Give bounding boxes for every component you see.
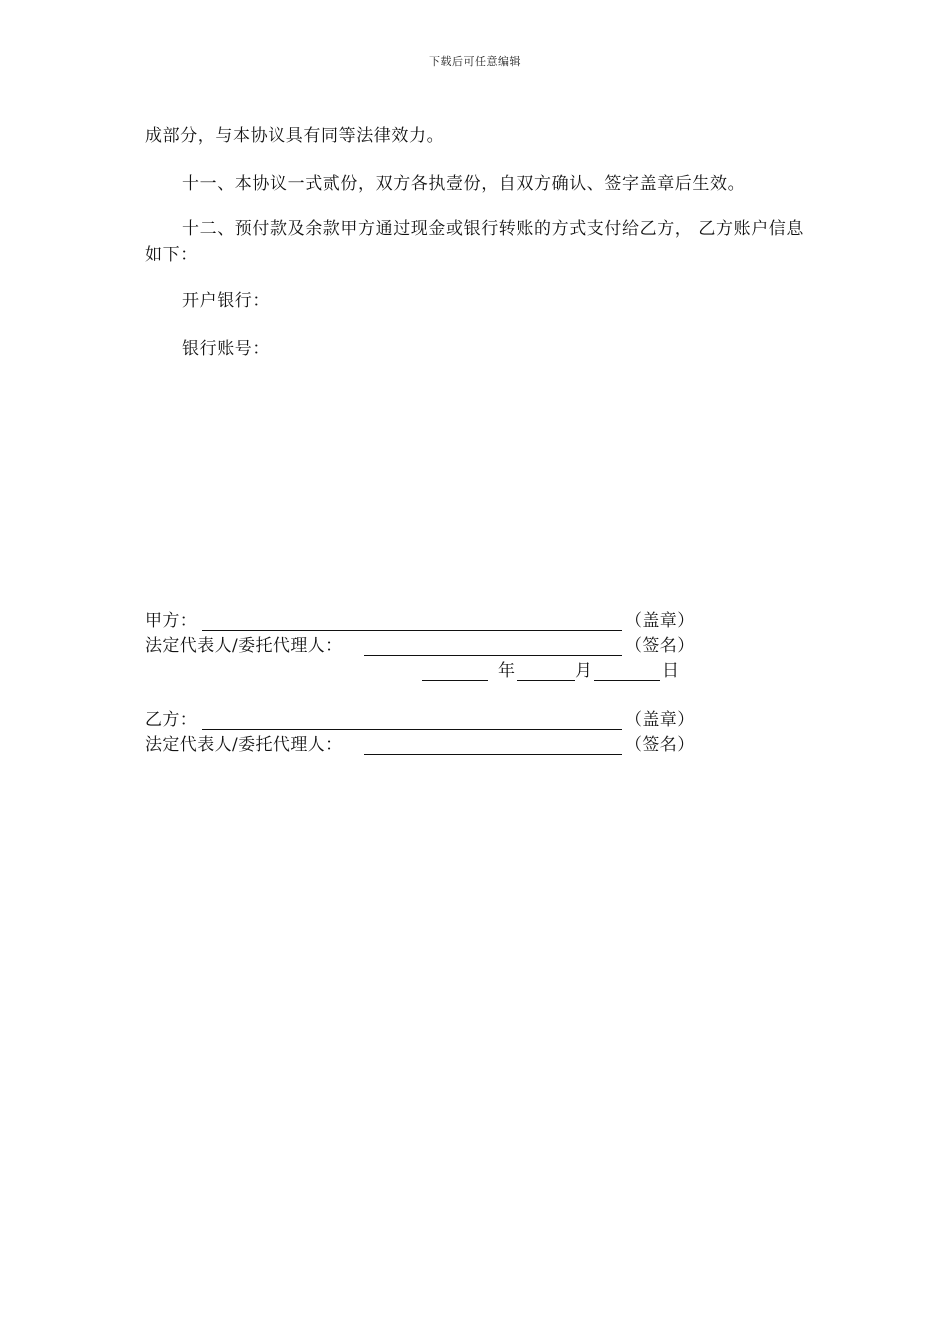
party-a-rep-label: 法定代表人/委托代理人： [145,636,343,656]
party-b-rep-row [145,733,705,757]
party-b-seal-note: （盖章） [625,710,695,730]
year-label: 年 [498,661,516,681]
party-b-rep-sign-note: （签名） [625,735,695,755]
day-line [594,680,660,681]
party-a-signature-line [202,630,622,631]
date-row [145,659,705,683]
bank-account-label: 银行账号： [182,339,270,359]
day-label: 日 [662,661,680,681]
month-label: 月 [575,661,593,681]
party-a-label: 甲方： [145,611,198,631]
party-a-seal-note: （盖章） [625,611,695,631]
party-a-rep-row [145,634,705,658]
paragraph-clause-11: 十一、本协议一式贰份，双方各执壹份，自双方确认、签字盖章后生效。 [182,174,746,194]
party-b-rep-label: 法定代表人/委托代理人： [145,735,343,755]
paragraph-clause-12: 十二、预付款及余款甲方通过现金或银行转账的方式支付给乙方， 乙方账户信息如下： [145,219,805,265]
year-line [422,680,488,681]
bank-name-label: 开户银行： [182,291,270,311]
party-a-rep-sign-note: （签名） [625,636,695,656]
party-a-rep-signature-line [364,655,622,656]
page-header: 下载后可任意编辑 [429,55,521,68]
paragraph-continuation: 成部分，与本协议具有同等法律效力。 [145,126,445,146]
party-b-signature-line [202,729,622,730]
party-b-label: 乙方： [145,710,198,730]
party-a-row [145,609,705,633]
party-b-row [145,708,705,732]
party-b-rep-signature-line [364,754,622,755]
month-line [517,680,575,681]
